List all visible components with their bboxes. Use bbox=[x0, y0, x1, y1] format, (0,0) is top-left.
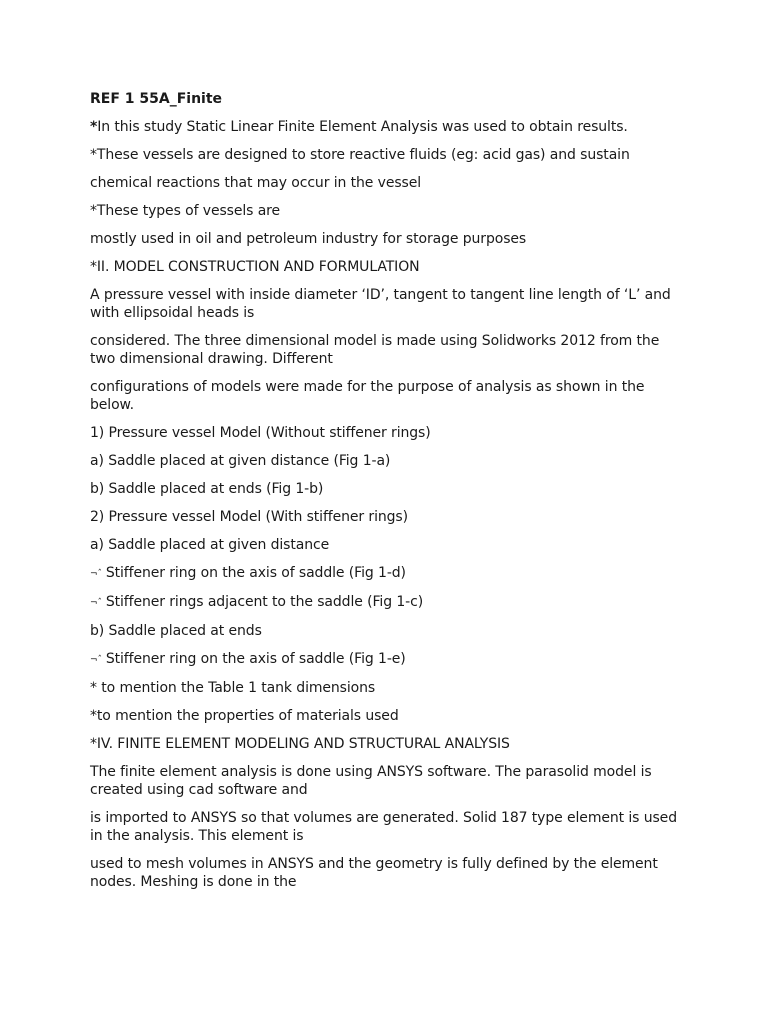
section-heading: *II. MODEL CONSTRUCTION AND FORMULATION bbox=[90, 259, 420, 275]
paragraph: *to mention the properties of materials used bbox=[90, 708, 399, 724]
paragraph-text: In this study Static Linear Finite Element Analysis was used to obtain results. bbox=[97, 119, 628, 135]
bullet-glyph-icon: ¬ˆ bbox=[90, 569, 102, 579]
list-item: 2) Pressure vessel Model (With stiffener rings) bbox=[90, 509, 408, 525]
bullet-glyph-icon: ¬ˆ bbox=[90, 598, 102, 608]
paragraph: * to mention the Table 1 tank dimensions bbox=[90, 680, 376, 696]
paragraph: considered. The three dimensional model is made using Solidworks 2012 from the two dimensional drawing. Different bbox=[90, 333, 660, 367]
bullet-item bbox=[90, 564, 688, 583]
paragraph: The finite element analysis is done using ANSYS software. The parasolid model is created using cad software and bbox=[90, 764, 652, 798]
bullet-item bbox=[90, 650, 688, 669]
list-item: 1) Pressure vessel Model (Without stiffener rings) bbox=[90, 425, 431, 441]
paragraph: is imported to ANSYS so that volumes are generated. Solid 187 type element is used in the analysis. This element is bbox=[90, 810, 677, 844]
paragraph: mostly used in oil and petroleum industry for storage purposes bbox=[90, 231, 527, 247]
list-item: b) Saddle placed at ends bbox=[90, 623, 262, 639]
paragraph: *These vessels are designed to store reactive fluids (eg: acid gas) and sustain bbox=[90, 147, 630, 163]
paragraph bbox=[90, 118, 688, 136]
bullet-glyph-icon: ¬ˆ bbox=[90, 655, 102, 665]
section-heading: *IV. FINITE ELEMENT MODELING AND STRUCTURAL ANALYSIS bbox=[90, 736, 510, 752]
list-item: a) Saddle placed at given distance (Fig 1-a) bbox=[90, 453, 391, 469]
list-item: a) Saddle placed at given distance bbox=[90, 537, 330, 553]
bullet-text: Stiffener ring on the axis of saddle (Fig 1-d) bbox=[105, 565, 406, 581]
list-item: b) Saddle placed at ends (Fig 1-b) bbox=[90, 481, 324, 497]
paragraph: *These types of vessels are bbox=[90, 203, 281, 219]
star-marker: * bbox=[90, 119, 98, 135]
document-title: REF 1 55A_Finite bbox=[90, 91, 223, 107]
paragraph: configurations of models were made for the purpose of analysis as shown in the below. bbox=[90, 379, 645, 413]
bullet-text: Stiffener ring on the axis of saddle (Fig 1-e) bbox=[105, 651, 406, 667]
paragraph: used to mesh volumes in ANSYS and the geometry is fully defined by the element nodes. Meshing is done in the bbox=[90, 856, 658, 890]
paragraph: chemical reactions that may occur in the vessel bbox=[90, 175, 422, 191]
bullet-text: Stiffener rings adjacent to the saddle (Fig 1-c) bbox=[105, 594, 424, 610]
bullet-item bbox=[90, 593, 688, 612]
paragraph: A pressure vessel with inside diameter ‘ID’, tangent to tangent line length of ‘L’ and with ellipsoidal heads is bbox=[90, 287, 671, 321]
